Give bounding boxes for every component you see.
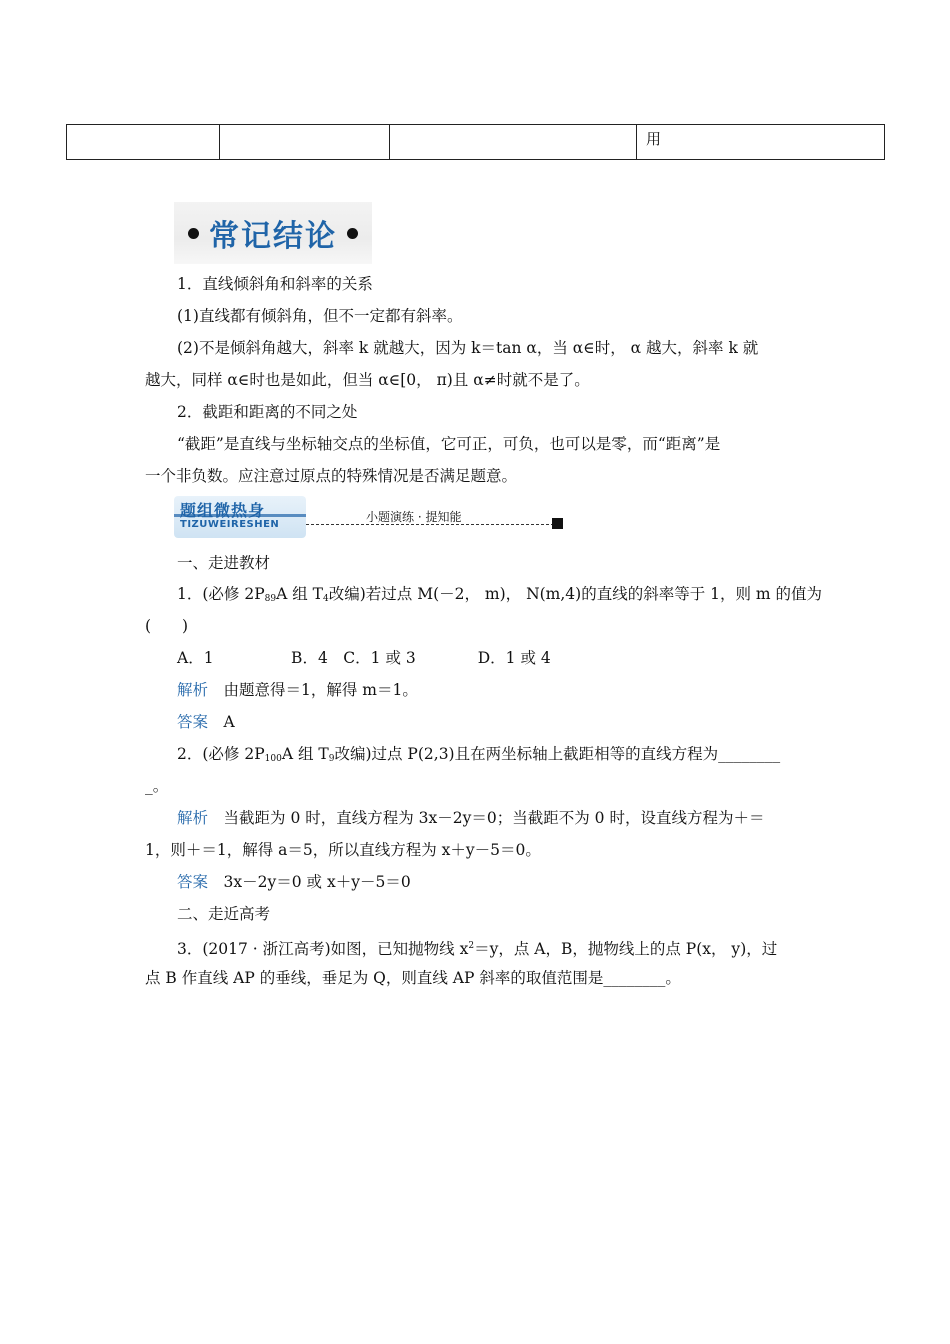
q1-index-sub: 4 xyxy=(322,594,329,604)
banner-title: 常记结论 xyxy=(209,219,337,254)
question-3 xyxy=(145,936,842,959)
section-banner xyxy=(174,202,372,264)
table-cell xyxy=(220,125,390,160)
q1-solution xyxy=(145,680,842,700)
q1-text: A 组 T xyxy=(276,585,323,603)
square-marker-icon xyxy=(552,518,563,529)
exercise-tag-title: 题组微热身 xyxy=(180,501,266,520)
bullet-dot-icon xyxy=(347,228,358,239)
q1-options: A．1 B．4 C．1 或 3 D．1 或 4 xyxy=(177,649,551,667)
heading-slope: 1．直线倾斜角和斜率的关系 xyxy=(177,275,373,293)
q2-continuation: _。 xyxy=(145,777,169,795)
paragraph: (1)直线都有倾斜角，但不一定都有斜率。 xyxy=(177,307,463,325)
table-row xyxy=(67,125,885,160)
top-table xyxy=(66,124,885,160)
exercise-header xyxy=(174,496,566,540)
solution-text: 由题意得＝1，解得 m＝1。 xyxy=(208,681,418,699)
solution-label: 解析 xyxy=(177,681,209,699)
dashed-rule xyxy=(306,524,554,525)
part-heading: 一、走进教材 xyxy=(177,554,271,572)
q2-text: A 组 T xyxy=(281,745,329,763)
solution-text: 当截距为 0 时，直线方程为 3x－2y＝0；当截距不为 0 时，设直线方程为＋＝ xyxy=(208,809,765,827)
heading-intercept: 2．截距和距离的不同之处 xyxy=(177,403,358,421)
q2-text: 改编)过点 P(2,3)且在两坐标轴上截距相等的直线方程为________ xyxy=(334,745,781,763)
question-2 xyxy=(145,744,842,769)
answer-text: A xyxy=(208,713,235,731)
question-1 xyxy=(145,584,842,609)
q2-solution xyxy=(145,808,842,828)
exercise-tag-pinyin: TIZUWEIRESHEN xyxy=(180,519,280,530)
exercise-subtitle: 小题演练 · 提知能 xyxy=(366,510,462,524)
q3-exponent: 2 xyxy=(468,941,475,951)
q2-answer xyxy=(145,872,842,892)
table-cell: 用 xyxy=(637,125,885,160)
solution-label: 解析 xyxy=(177,809,209,827)
q1-text: 1．(必修 2P xyxy=(177,585,265,603)
q2-text: 2．(必修 2P xyxy=(177,745,265,763)
paragraph: 越大，同样 α∈时也是如此，但当 α∈[0， π)且 α≠时就不是了。 xyxy=(145,371,590,389)
part-heading: 二、走近高考 xyxy=(177,905,271,923)
paragraph: (2)不是倾斜角越大，斜率 k 就越大，因为 k＝tan α，当 α∈时， α 越大，斜率 k 就 xyxy=(177,339,759,357)
q1-page-sub: 89 xyxy=(264,594,277,604)
answer-label: 答案 xyxy=(177,873,209,891)
table-cell xyxy=(390,125,637,160)
question-3-cont: 点 B 作直线 AP 的垂线，垂足为 Q，则直线 AP 斜率的取值范围是________。 xyxy=(145,969,681,987)
q1-text: 改编)若过点 M(－2， m)， N(m,4)的直线的斜率等于 1，则 m 的值为 xyxy=(328,585,823,603)
bullet-dot-icon xyxy=(188,228,199,239)
q3-text: ＝y，点 A，B，抛物线上的点 P(x， y)，过 xyxy=(474,940,778,958)
q2-solution-cont: 1，则＋＝1，解得 a＝5，所以直线方程为 x＋y－5＝0。 xyxy=(145,841,541,859)
answer-label: 答案 xyxy=(177,713,209,731)
q1-answer xyxy=(145,712,842,732)
paragraph: 一个非负数。应注意过原点的特殊情况是否满足题意。 xyxy=(145,467,518,485)
answer-text: 3x－2y＝0 或 x＋y－5＝0 xyxy=(208,873,411,891)
q2-page-sub: 100 xyxy=(264,754,282,764)
answer-paren: ( ) xyxy=(145,617,189,635)
q3-text: 3．(2017 · 浙江高考)如图，已知抛物线 x xyxy=(177,940,469,958)
table-cell xyxy=(67,125,220,160)
paragraph: “截距”是直线与坐标轴交点的坐标值，它可正，可负，也可以是零，而“距离”是 xyxy=(177,435,721,453)
q2-index-sub: 9 xyxy=(328,754,335,764)
